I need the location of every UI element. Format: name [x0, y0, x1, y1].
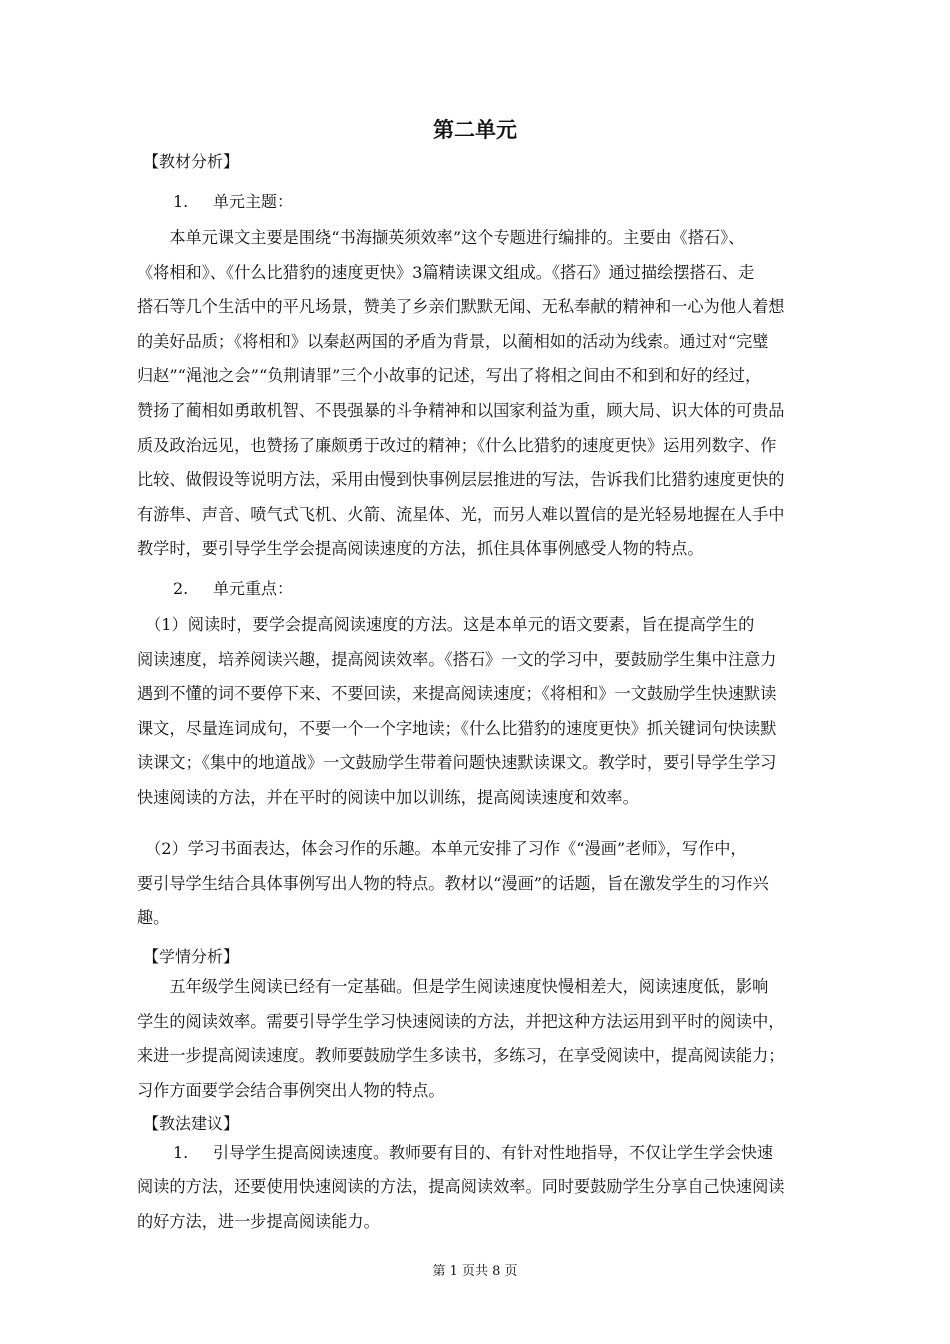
paragraph-student — [137, 970, 827, 1108]
item-method-1 — [173, 1141, 773, 1165]
text-line: 质及政治远见，也赞扬了廉颇勇于改过的精神；《什么比猎豹的速度更快》运用列数字、作 — [137, 435, 777, 455]
item-label: 单元主题： — [213, 192, 294, 211]
text-line: （1）阅读时，要学会提高阅读速度的方法。这是本单元的语文要素，旨在提高学生的 — [137, 615, 755, 634]
text-line: （2）学习书面表达，体会习作的乐趣。本单元安排了习作《“漫画”老师》，写作中， — [137, 839, 747, 858]
page-footer: 第 1 页共 8 页 — [432, 1264, 518, 1279]
text-line: 教学时，要引导学生学会提高阅读速度的方法，抓住具体事例感受人物的特点。 — [137, 539, 704, 559]
text-line: 来进一步提高阅读速度。教师要鼓励学生多读书，多练习，在享受阅读中，提高阅读能力； — [137, 1046, 785, 1066]
item-number: 1. — [173, 192, 189, 211]
text-line: 的美好品质；《将相和》以秦赵两国的矛盾为背景，以蔺相如的活动为线索。通过对“完璧 — [137, 331, 769, 351]
text-line: 读课文；《集中的地道战》一文鼓励学生带着问题快速默读课文。教学时，要引导学生学习 — [137, 753, 777, 773]
method-heading: 【教法建议】 — [143, 1114, 240, 1133]
item-unit-theme — [173, 190, 293, 214]
text-line: 阅读速度，培养阅读兴趣，提高阅读效率。《搭石》一文的学习中，要鼓励学生集中注意力 — [137, 649, 777, 669]
text-line: 的好方法，进一步提高阅读能力。 — [137, 1211, 380, 1231]
text-line: 赞扬了蔺相如勇敢机智、不畏强暴的斗争精神和以国家利益为重，顾大局、识大体的可贵品 — [137, 400, 785, 420]
paragraph-focus-1 — [137, 608, 827, 816]
paragraph-theme — [137, 221, 827, 567]
item-label: 单元重点： — [213, 579, 294, 598]
item-unit-focus — [173, 577, 293, 601]
item-number: 1. — [173, 1143, 189, 1162]
item-number: 2. — [173, 579, 189, 598]
text-line: 阅读的方法，还要使用快速阅读的方法，提高阅读效率。同时要鼓励学生分享自己快速阅读 — [137, 1177, 785, 1196]
text-line: 要引导学生结合具体事例写出人物的特点。教材以“漫画”的话题，旨在激发学生的习作兴 — [137, 873, 769, 893]
text-line: 有游隼、声音、喷气式飞机、火箭、流星体、光，而另人难以置信的是光轻易地握在人手中 — [137, 504, 785, 524]
student-heading: 【学情分析】 — [143, 947, 240, 966]
paragraph-method — [137, 1170, 827, 1239]
text-line: 遇到不懂的词不要停下来、不要回读，来提高阅读速度；《将相和》一文鼓励学生快速默读 — [137, 684, 777, 704]
text-line: 本单元课文主要是围绕“书海撷英须效率”这个专题进行编排的。主要由《搭石》、 — [137, 228, 745, 247]
paragraph-focus-2 — [137, 832, 827, 936]
text-line: 五年级学生阅读已经有一定基础。但是学生阅读速度快慢相差大，阅读速度低，影响 — [137, 977, 769, 996]
page-title: 第二单元 — [433, 118, 517, 142]
text-line: 搭石等几个生活中的平凡场景，赞美了乡亲们默默无闻、无私奉献的精神和一心为他人着想 — [137, 297, 785, 317]
text-line: 归赵”“渑池之会”“负荆请罪”三个小故事的记述，写出了将相之间由不和到和好的经过， — [137, 366, 762, 386]
text-line: 课文，尽量连词成句，不要一个一个字地读；《什么比猎豹的速度更快》抓关键词句快读默 — [137, 718, 777, 738]
text-line: 快速阅读的方法，并在平时的阅读中加以训练，提高阅读速度和效率。 — [137, 787, 639, 807]
text-line: 比较、做假设等说明方法，采用由慢到快事例层层推进的写法，告诉我们比猎豹速度更快的 — [137, 470, 785, 490]
text-line: 学生的阅读效率。需要引导学生学习快速阅读的方法，并把这种方法运用到平时的阅读中， — [137, 1011, 785, 1031]
text-line: 习作方面要学会结合事例突出人物的特点。 — [137, 1080, 445, 1100]
text-line: 《将相和》、《什么比猎豹的速度更快》3篇精读课文组成。《搭石》通过描绘摆搭石、走 — [137, 262, 755, 282]
text-line: 趣。 — [137, 908, 170, 928]
item-label: 引导学生提高阅读速度。教师要有目的、有针对性地指导，不仅让学生学会快速 — [213, 1143, 774, 1162]
analysis-heading: 【教材分析】 — [143, 152, 240, 171]
